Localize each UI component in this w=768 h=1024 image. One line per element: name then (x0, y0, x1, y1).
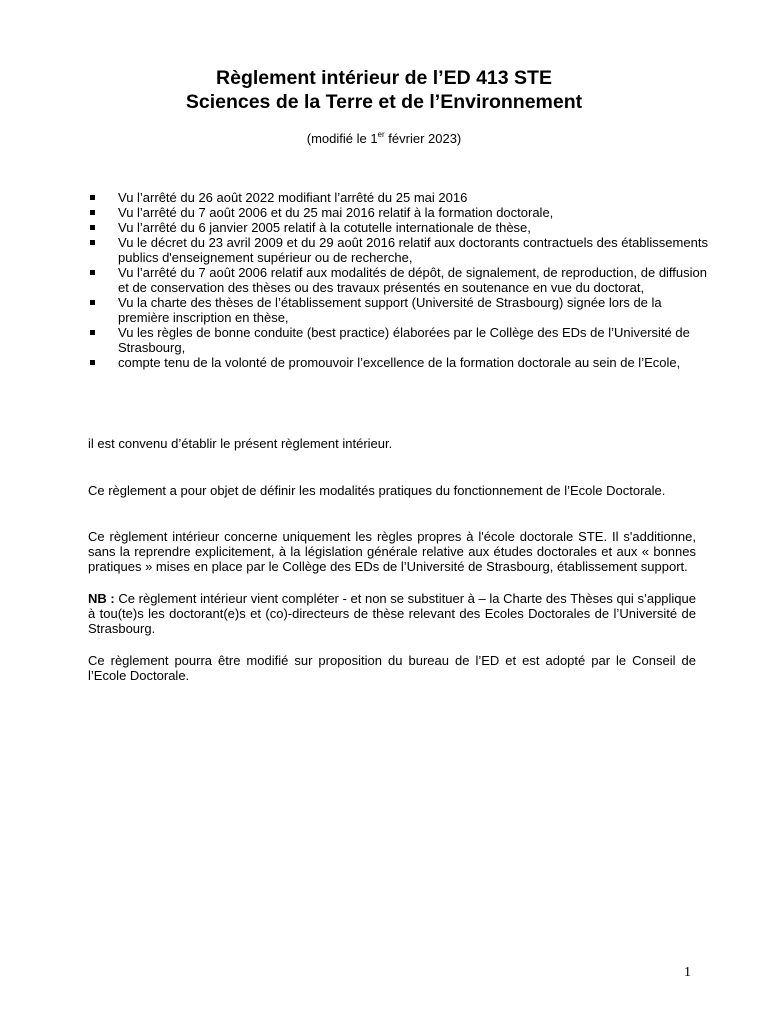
list-item-text: Vu les règles de bonne conduite (best practice) élaborées par le Collège des EDs de l’Université de Strasbourg, (118, 325, 690, 355)
document-subtitle: Sciences de la Terre et de l’Environnement (185, 91, 583, 113)
list-item-text: Vu le décret du 23 avril 2009 et du 29 août 2016 relatif aux doctorants contractuels des établissements publics d'enseignement supérieur ou de recherche, (118, 235, 708, 265)
modification-date-suffix: février 2023) (384, 131, 462, 146)
nb-label: NB : (88, 591, 115, 606)
nb-paragraph (88, 591, 696, 636)
square-bullet-icon (90, 225, 95, 230)
list-item (88, 355, 708, 370)
document-title: Règlement intérieur de l’ED 413 STE (216, 67, 552, 89)
square-bullet-icon (90, 195, 95, 200)
modification-date-prefix: (modifié le 1 (306, 131, 378, 146)
list-item-text: Vu l’arrêté du 7 août 2006 et du 25 mai 2016 relatif à la formation doctorale, (118, 205, 554, 220)
list-item-text: compte tenu de la volonté de promouvoir l’excellence de la formation doctorale au sein de l’Ecole, (118, 355, 681, 370)
square-bullet-icon (90, 210, 95, 215)
list-item-text: Vu la charte des thèses de l’établissement support (Université de Strasbourg) signée lors de la première inscription en thèse, (118, 295, 662, 325)
list-item (88, 325, 708, 355)
list-item (88, 205, 708, 220)
list-item (88, 265, 708, 295)
square-bullet-icon (90, 360, 95, 365)
list-item-text: Vu l’arrêté du 6 janvier 2005 relatif à la cotutelle internationale de thèse, (118, 220, 531, 235)
list-item-text: Vu l’arrêté du 26 août 2022 modifiant l’arrêté du 25 mai 2016 (118, 190, 468, 205)
considerations-list (88, 190, 708, 370)
square-bullet-icon (90, 300, 95, 305)
modification-date (0, 131, 768, 147)
amendment-paragraph: Ce règlement pourra être modifié sur proposition du bureau de l’ED et est adopté par le Conseil de l’Ecole Doctorale. (88, 653, 696, 683)
modification-date-superscript: er (377, 130, 385, 139)
list-item (88, 295, 708, 325)
square-bullet-icon (90, 240, 95, 245)
page-number: 1 (684, 965, 691, 980)
scope-paragraph: Ce règlement intérieur concerne uniquement les règles propres à l'école doctorale STE. Il s'additionne, sans la reprendre explicitement, à la législation générale relative aux études doctorales et aux « bonnes pratiques » mises en place par le Collège des EDs de l’Université de Strasbourg, établissement support. (88, 529, 696, 574)
list-item (88, 235, 708, 265)
list-item (88, 190, 708, 205)
list-item-text: Vu l’arrêté du 7 août 2006 relatif aux modalités de dépôt, de signalement, de reproduction, de diffusion et de conservation des thèses ou des travaux présentés en soutenance en vue du doctorat, (118, 265, 707, 295)
square-bullet-icon (90, 270, 95, 275)
nb-text: Ce règlement intérieur vient compléter - et non se substituer à – la Charte des Thèses qui s’applique à tou(te)s les doctorant(e)s et (co)-directeurs de thèse relevant des Ecoles Doctorales de l’Université de Strasbourg. (88, 591, 696, 636)
agreement-paragraph: il est convenu d’établir le présent règlement intérieur. (88, 436, 393, 451)
list-item (88, 220, 708, 235)
purpose-paragraph: Ce règlement a pour objet de définir les modalités pratiques du fonctionnement de l’Ecole Doctorale. (88, 483, 666, 498)
square-bullet-icon (90, 330, 95, 335)
